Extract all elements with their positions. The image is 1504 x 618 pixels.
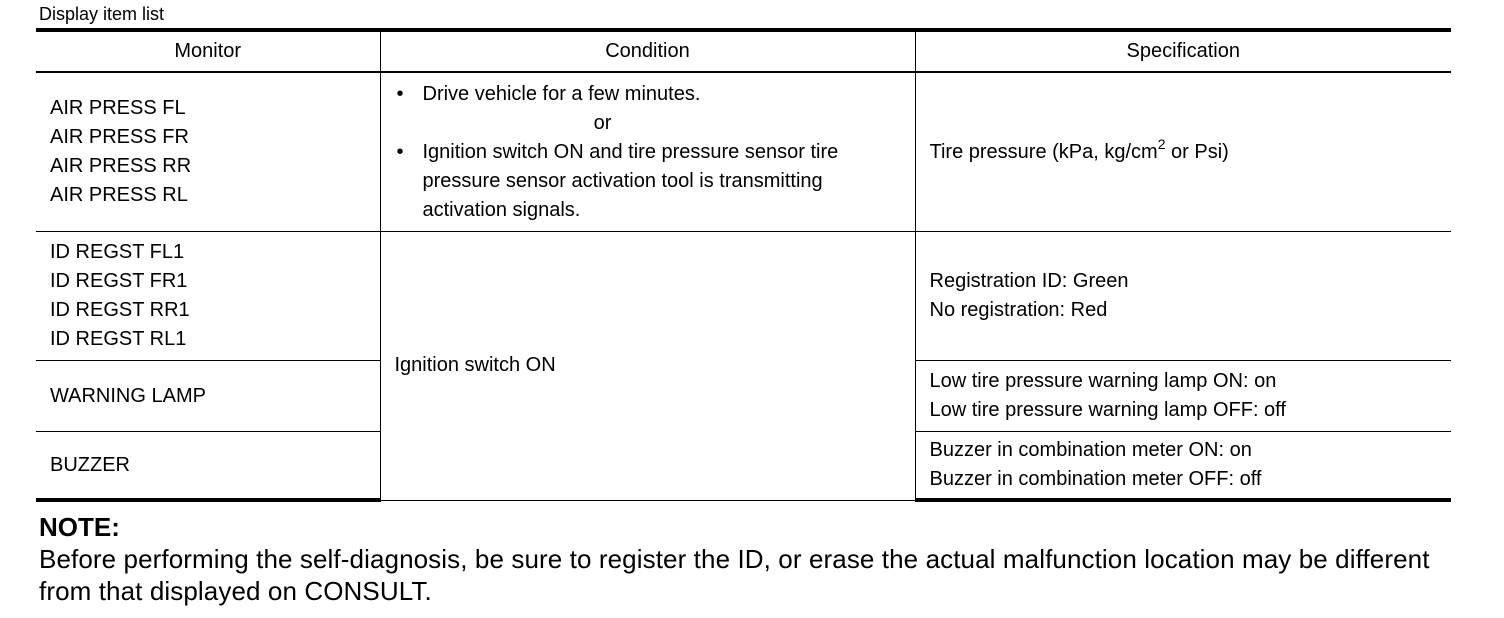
- monitor-cell: [36, 72, 380, 232]
- spec-cell: [915, 361, 1451, 432]
- bullet-icon: •: [396, 140, 404, 163]
- spec-line: Low tire pressure warning lamp ON: on: [929, 370, 1277, 392]
- table-header-row: [36, 30, 1451, 72]
- monitor-item: AIR PRESS RL: [50, 184, 188, 206]
- condition-bullet-item: [395, 138, 901, 225]
- monitor-item: ID REGST RL1: [50, 328, 187, 350]
- condition-text: Ignition switch ON: [394, 354, 556, 377]
- condition-line: activation signals.: [422, 198, 581, 221]
- condition-text: Drive vehicle for a few minutes.: [422, 82, 701, 105]
- note-title: NOTE:: [39, 512, 120, 542]
- condition-bullet-item: [395, 80, 901, 109]
- condition-line: pressure sensor activation tool is transmitting: [422, 169, 823, 192]
- bullet-icon: •: [396, 82, 404, 105]
- spec-line: No registration: Red: [929, 299, 1108, 321]
- spec-cell: [915, 432, 1451, 501]
- condition-or: or: [593, 111, 612, 134]
- monitor-item: ID REGST FL1: [50, 241, 185, 263]
- monitor-cell: [36, 361, 380, 432]
- spec-line: Registration ID: Green: [929, 270, 1129, 292]
- spec-line: Buzzer in combination meter OFF: off: [929, 468, 1262, 490]
- condition-text: [423, 138, 839, 225]
- monitor-cell: [36, 232, 380, 361]
- table-row: [36, 72, 1451, 232]
- display-item-table: [36, 28, 1451, 502]
- monitor-item: AIR PRESS RR: [50, 155, 192, 177]
- spec-line: Low tire pressure warning lamp OFF: off: [929, 399, 1286, 421]
- spec-text: Tire pressure (kPa, kg/cm: [929, 140, 1158, 163]
- header-condition: Condition: [380, 30, 915, 72]
- monitor-item: ID REGST FR1: [50, 270, 188, 292]
- table-caption: Display item list: [39, 4, 165, 24]
- monitor-item: BUZZER: [50, 453, 130, 476]
- condition-cell: [380, 232, 915, 501]
- monitor-item: ID REGST RR1: [50, 299, 190, 321]
- spec-cell: [915, 232, 1451, 361]
- condition-cell: [380, 72, 915, 232]
- header-monitor: Monitor: [36, 30, 380, 72]
- spec-cell: [915, 72, 1451, 232]
- monitor-item: AIR PRESS FR: [50, 126, 189, 148]
- spec-line: Buzzer in combination meter ON: on: [929, 439, 1252, 461]
- table-row: [36, 232, 1451, 361]
- monitor-item: WARNING LAMP: [50, 384, 206, 407]
- monitor-cell: [36, 432, 380, 501]
- spec-superscript: 2: [1157, 135, 1166, 152]
- condition-line: Ignition switch ON and tire pressure sensor tire: [422, 140, 839, 163]
- header-specification: Specification: [915, 30, 1451, 72]
- spec-text: or Psi): [1165, 140, 1229, 163]
- note-text: Before performing the self-diagnosis, be sure to register the ID, or erase the actual malfunction location may be different from that displayed on CONSULT.: [39, 544, 1430, 606]
- monitor-item: AIR PRESS FL: [50, 97, 186, 119]
